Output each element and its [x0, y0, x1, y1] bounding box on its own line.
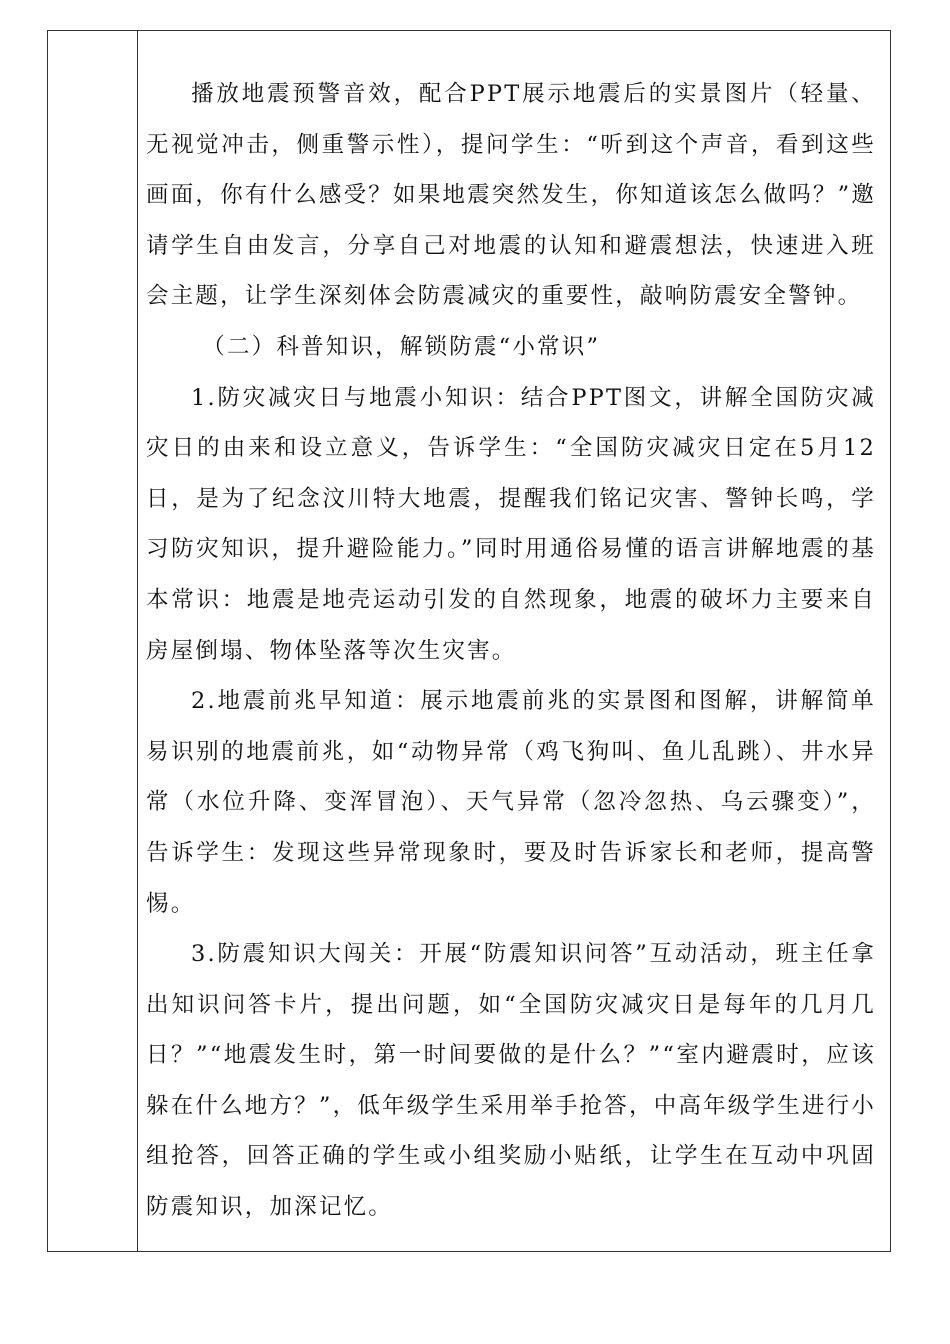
knowledge-paragraph-2: 2.地震前兆早知道：展示地震前兆的实景图和图解，讲解简单易识别的地震前兆，如“动物异常（鸡飞狗叫、鱼儿乱跳）、井水异常（水位升降、变浑冒泡）、天气异常（忽冷忽热、乌云骤变）”，告诉学生：发现这些异常现象时，要及时告诉家长和老师，提高警惕。 — [146, 688, 876, 917]
knowledge-paragraph-3: 3.防震知识大闯关：开展“防震知识问答”互动活动，班主任拿出知识问答卡片，提出问题，如“全国防灾减灾日是每年的几月几日？”“地震发生时，第一时间要做的是什么？”“室内避震时，应该躲在什么地方？”，低年级学生采用举手抢答，中高年级学生进行小组抢答，回答正确的学生或小组奖励小贴纸，让学生在互动中巩固防震知识，加深记忆。 — [146, 941, 877, 1221]
knowledge-paragraph-1: 1.防灾减灾日与地震小知识：结合PPT图文，讲解全国防灾减灾日的由来和设立意义，告诉学生：“全国防灾减灾日定在5月12日，是为了纪念汶川特大地震，提醒我们铭记灾害、警钟长鸣，学习防灾知识，提升避险能力。”同时用通俗易懂的语言讲解地震的基本常识：地震是地壳运动引发的自然现象，地震的破坏力主要来自房屋倒塌、物体坠落等次生灾害。 — [146, 384, 876, 664]
table-left-column — [48, 31, 138, 1251]
section-heading: （二）科普知识，解锁防震“小常识” — [202, 333, 601, 360]
table-content-cell — [138, 31, 890, 1251]
intro-paragraph: 播放地震预警音效，配合PPT展示地震后的实景图片（轻量、无视觉冲击，侧重警示性），提问学生：“听到这个声音，看到这些画面，你有什么感受？如果地震突然发生，你知道该怎么做吗？”邀请学生自由发言，分享自己对地震的认知和避震想法，快速进入班会主题，让学生深刻体会防震减灾的重要性，敲响防震安全警钟。 — [146, 81, 877, 310]
lesson-table — [47, 30, 891, 1252]
